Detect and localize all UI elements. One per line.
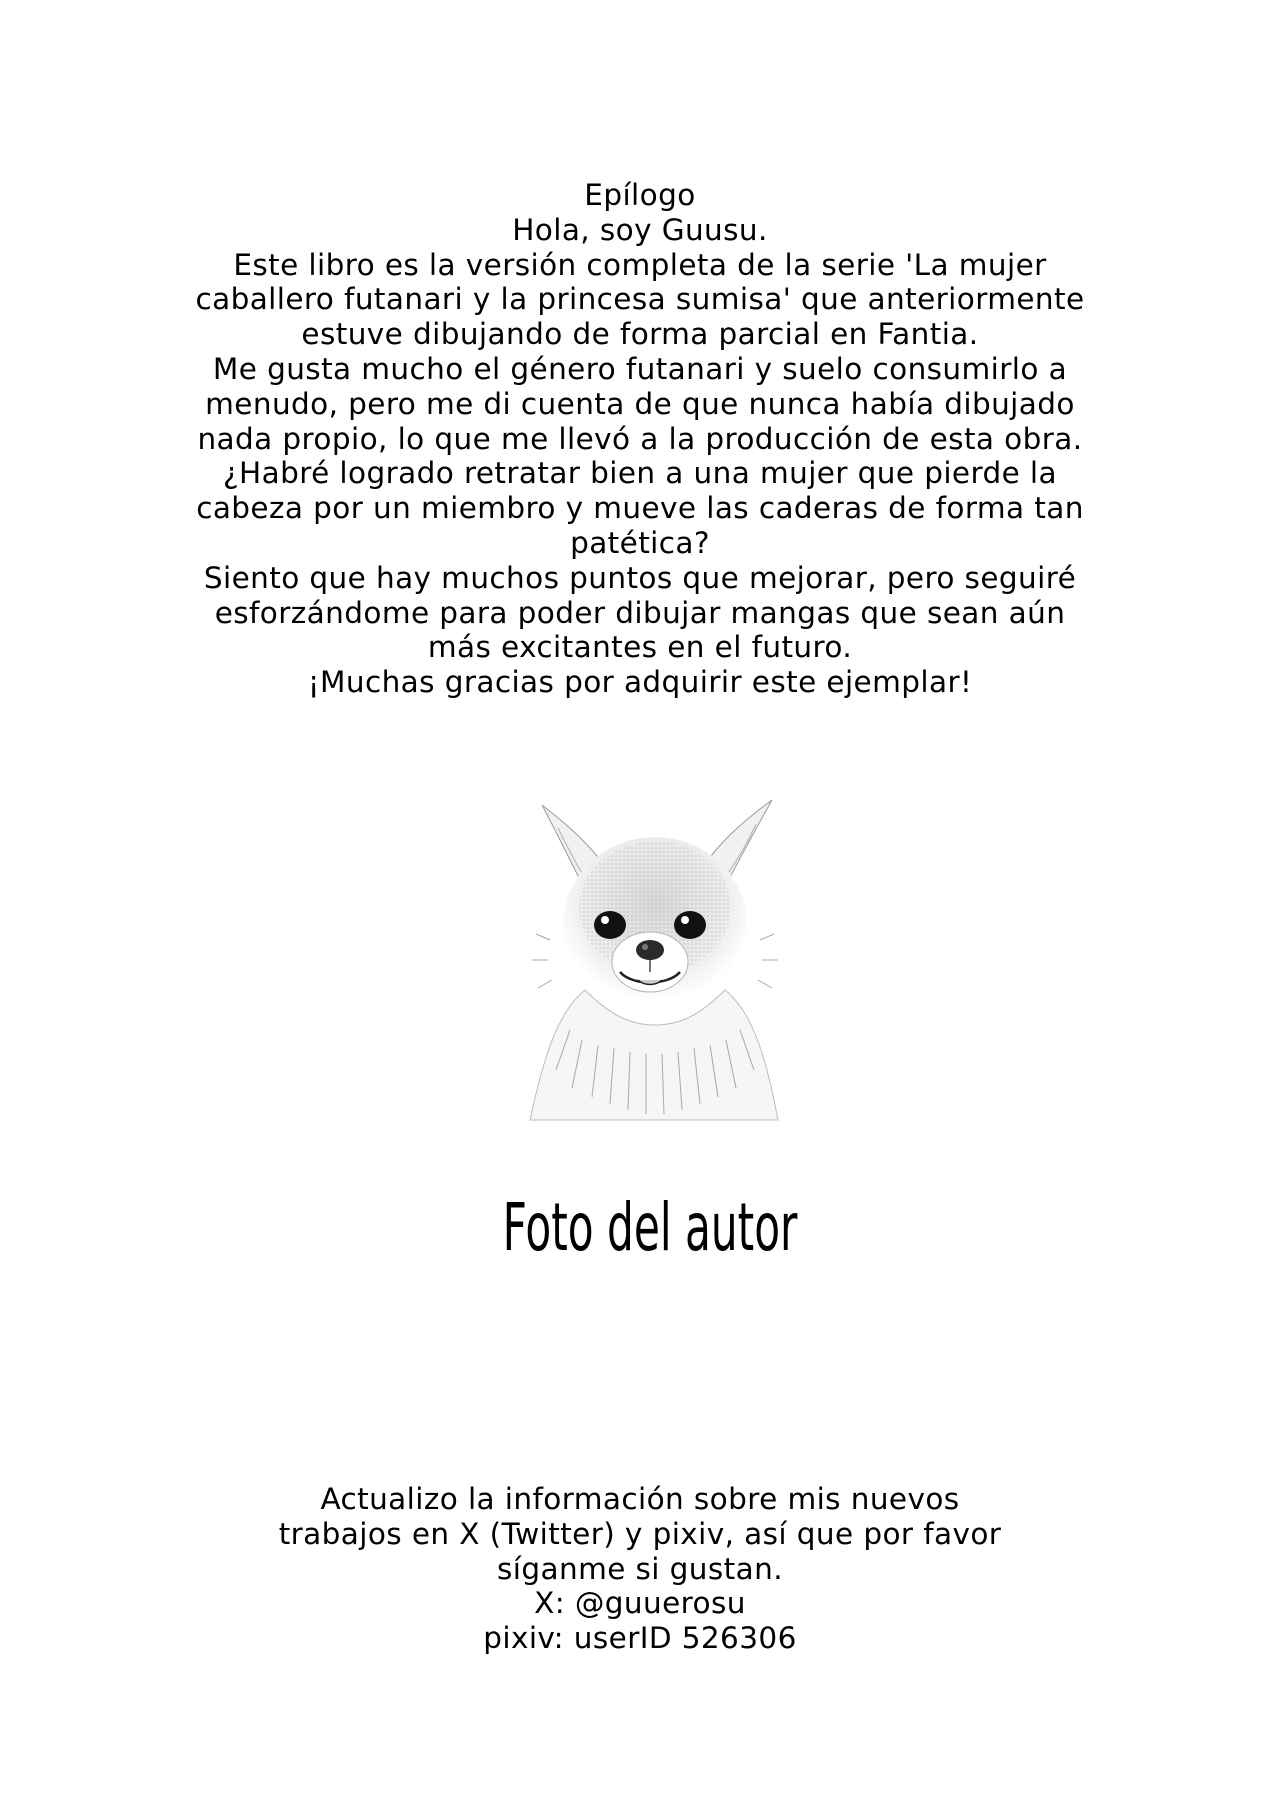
contact-text [150, 1482, 1130, 1656]
epilogue-line: esforzándome para poder dibujar mangas que sean aún [214, 595, 1066, 630]
epilogue-line: menudo, pero me di cuenta de que nunca había dibujado [205, 386, 1075, 421]
epilogue-line: Me gusta mucho el género futanari y suelo consumirlo a [212, 351, 1068, 386]
x-handle: X: @guuerosu [534, 1586, 746, 1621]
epilogue-line: Siento que hay muchos puntos que mejorar, pero seguiré [203, 560, 1077, 595]
epilogue-title: Epílogo [584, 178, 696, 212]
contact-line: Actualizo la información sobre mis nuevos [320, 1482, 960, 1516]
epilogue-line: ¿Habré logrado retratar bien a una mujer que pierde la [222, 456, 1058, 491]
epilogue-line: nada propio, lo que me llevó a la producción de esta obra. [197, 421, 1083, 456]
epilogue-line: ¡Muchas gracias por adquirir este ejemplar! [307, 665, 973, 700]
epilogue-line: más excitantes en el futuro. [427, 630, 853, 665]
pixiv-id: pixiv: userID 526306 [483, 1621, 797, 1656]
contact-line: síganme si gustan. [497, 1551, 783, 1586]
photo-caption: Foto del autor [502, 1189, 798, 1266]
epilogue-line: Este libro es la versión completa de la serie 'La mujer [233, 247, 1047, 282]
epilogue-line: estuve dibujando de forma parcial en Fantia. [301, 317, 979, 352]
epilogue-line: caballero futanari y la princesa sumisa' que anteriormente [195, 282, 1085, 317]
contact-line: trabajos en X (Twitter) y pixiv, así que por favor [278, 1516, 1002, 1551]
epilogue-line: cabeza por un miembro y mueve las caderas de forma tan [196, 491, 1084, 526]
chihuahua-portrait-icon [510, 790, 790, 1160]
epilogue-text [150, 178, 1130, 700]
epilogue-line: patética? [570, 525, 710, 560]
epilogue-line: Hola, soy Guusu. [512, 212, 768, 247]
author-photo [510, 790, 790, 1160]
